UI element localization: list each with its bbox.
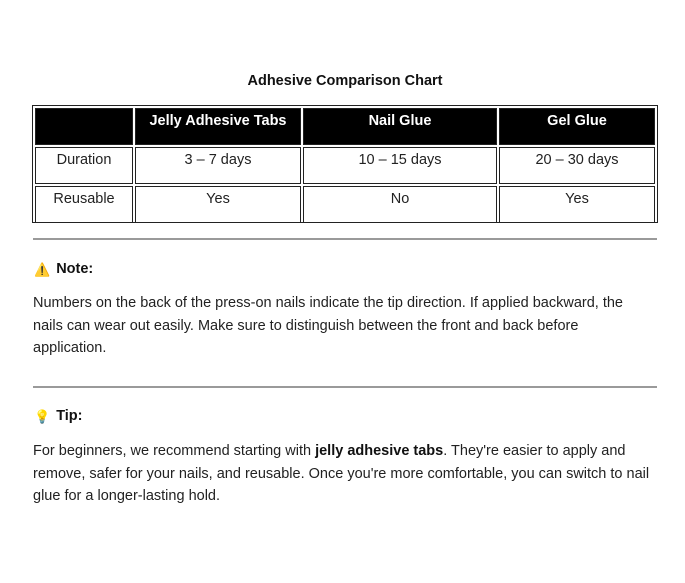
note-heading [34,261,93,277]
tip-text-after: . They're easier to apply and remove, safer for your nails, and reusable. Once you're more comfortable, you can switch to nail glue for a longer-lasting hold. [33,443,650,504]
table-cell: Yes [499,186,655,223]
table-header-row [35,108,655,145]
tip-text-before: For beginners, we recommend starting with [33,443,316,459]
table-row [35,147,655,184]
tip-text [33,440,653,508]
lightbulb-icon: 💡 [34,408,51,424]
header-cell-empty [35,108,133,145]
header-cell-nail-glue: Nail Glue [303,108,497,145]
chart-title: Adhesive Comparison Chart [247,73,443,89]
table-row [35,186,655,223]
table-cell: 3 – 7 days [135,147,301,184]
table-cell: No [303,186,497,223]
header-cell-gel-glue: Gel Glue [499,108,655,145]
row-label: Duration [35,147,133,184]
note-text: Numbers on the back of the press-on nails indicate the tip direction. If applied backward, the nails can wear out easily. Make sure to distinguish between the front and back before application. [33,295,623,356]
comparison-table-wrapper [32,105,658,223]
divider [33,386,657,388]
header-cell-jelly-tabs: Jelly Adhesive Tabs [135,108,301,145]
table-cell: 20 – 30 days [499,147,655,184]
comparison-table [33,106,657,225]
tip-text-bold: jelly adhesive tabs [315,443,444,459]
tip-heading-label: Tip: [56,408,83,424]
divider [33,238,657,240]
tip-heading [34,408,83,424]
row-label: Reusable [35,186,133,223]
table-cell: 10 – 15 days [303,147,497,184]
note-heading-label: Note: [56,261,94,277]
warning-icon: ⚠️ [34,261,51,277]
table-cell: Yes [135,186,301,223]
